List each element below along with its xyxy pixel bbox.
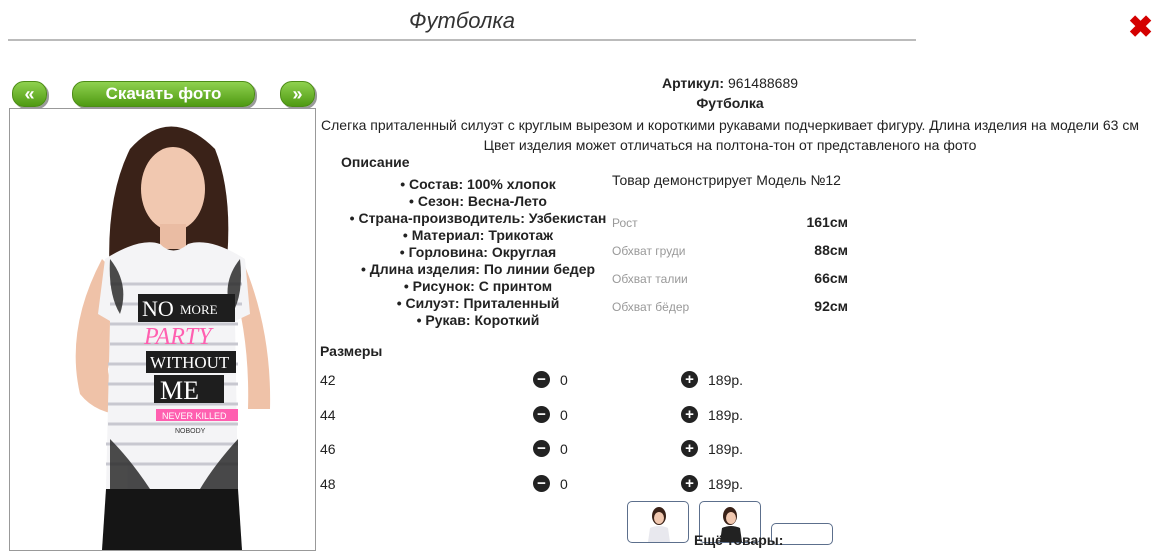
specs-heading: Описание xyxy=(341,154,410,170)
plus-icon[interactable]: + xyxy=(681,440,698,457)
size-price: 189р. xyxy=(708,476,744,492)
size-row xyxy=(320,474,780,496)
spec-item: • Рукав: Короткий xyxy=(340,312,616,329)
quantity-value: 0 xyxy=(560,476,568,492)
plus-icon[interactable]: + xyxy=(681,371,698,388)
spec-item: • Материал: Трикотаж xyxy=(340,227,616,244)
model-row-value: 92см xyxy=(814,298,848,314)
print-more: MORE xyxy=(180,302,218,317)
print-no: NO xyxy=(142,296,174,321)
print-without: WITHOUT xyxy=(150,353,230,372)
product-name: Футболка xyxy=(696,95,764,111)
minus-icon[interactable]: − xyxy=(533,371,550,388)
minus-icon[interactable]: − xyxy=(533,440,550,457)
plus-icon[interactable]: + xyxy=(681,475,698,492)
size-label: 44 xyxy=(320,407,336,423)
prev-photo-button[interactable]: « xyxy=(12,81,47,107)
article-line xyxy=(324,75,1136,91)
quantity-value: 0 xyxy=(560,372,568,388)
model-row-label: Обхват груди xyxy=(612,244,686,258)
title-divider xyxy=(8,39,916,41)
size-row xyxy=(320,370,780,392)
model-row-waist xyxy=(612,270,848,290)
model-row-value: 66см xyxy=(814,270,848,286)
model-row-chest xyxy=(612,242,848,262)
print-me: ME xyxy=(160,376,199,405)
spec-item: • Рисунок: С принтом xyxy=(340,278,616,295)
product-photo[interactable] xyxy=(9,108,316,551)
spec-item: • Страна-производитель: Узбекистан xyxy=(340,210,616,227)
download-photo-button[interactable]: Скачать фото xyxy=(72,81,255,107)
model-row-label: Обхват бёдер xyxy=(612,300,690,314)
model-row-hips xyxy=(612,298,848,318)
model-row-value: 88см xyxy=(814,242,848,258)
print-never-killed: NEVER KILLED xyxy=(162,411,227,421)
page-title: Футболка xyxy=(409,8,515,33)
thumbnail-1[interactable] xyxy=(627,501,689,543)
spec-item: • Силуэт: Приталенный xyxy=(340,295,616,312)
print-nobody: NOBODY xyxy=(175,428,206,435)
size-price: 189р. xyxy=(708,441,744,457)
model-heading: Товар демонстрирует Модель №12 xyxy=(612,172,841,188)
model-row-label: Рост xyxy=(612,216,638,230)
spec-item: • Горловина: Округлая xyxy=(340,244,616,261)
minus-icon[interactable]: − xyxy=(533,406,550,423)
size-price: 189р. xyxy=(708,407,744,423)
thumbnail-image xyxy=(628,502,688,542)
quantity-value: 0 xyxy=(560,441,568,457)
more-products-label: Ещё товары: xyxy=(694,532,784,548)
next-photo-button[interactable]: » xyxy=(280,81,315,107)
product-description: Слегка приталенный силуэт с круглым вырезом и короткими рукавами подчеркивает фигуру. Длина изделия на модели 63 см Цвет изделия может отличаться на полтона-тон от представленого на фото xyxy=(321,117,1139,153)
model-row-label: Обхват талии xyxy=(612,272,688,286)
size-label: 42 xyxy=(320,372,336,388)
sizes-heading: Размеры xyxy=(320,343,383,359)
size-label: 48 xyxy=(320,476,336,492)
minus-icon[interactable]: − xyxy=(533,475,550,492)
specs-list xyxy=(340,176,616,329)
size-price: 189р. xyxy=(708,372,744,388)
plus-icon[interactable]: + xyxy=(681,406,698,423)
model-photo-illustration xyxy=(10,109,315,550)
print-party: PARTY xyxy=(144,324,212,350)
model-row-value: 161см xyxy=(806,214,848,230)
article-label: Артикул: xyxy=(661,75,725,91)
close-icon[interactable]: ✖ xyxy=(1128,11,1153,44)
size-row xyxy=(320,439,780,461)
spec-item: • Состав: 100% хлопок xyxy=(340,176,616,193)
spec-item: • Длина изделия: По линии бедер xyxy=(340,261,616,278)
quantity-value: 0 xyxy=(560,407,568,423)
model-row-height xyxy=(612,214,848,234)
article-value: 961488689 xyxy=(727,75,799,91)
spec-item: • Сезон: Весна-Лето xyxy=(340,193,616,210)
size-row xyxy=(320,405,780,427)
size-label: 46 xyxy=(320,441,336,457)
